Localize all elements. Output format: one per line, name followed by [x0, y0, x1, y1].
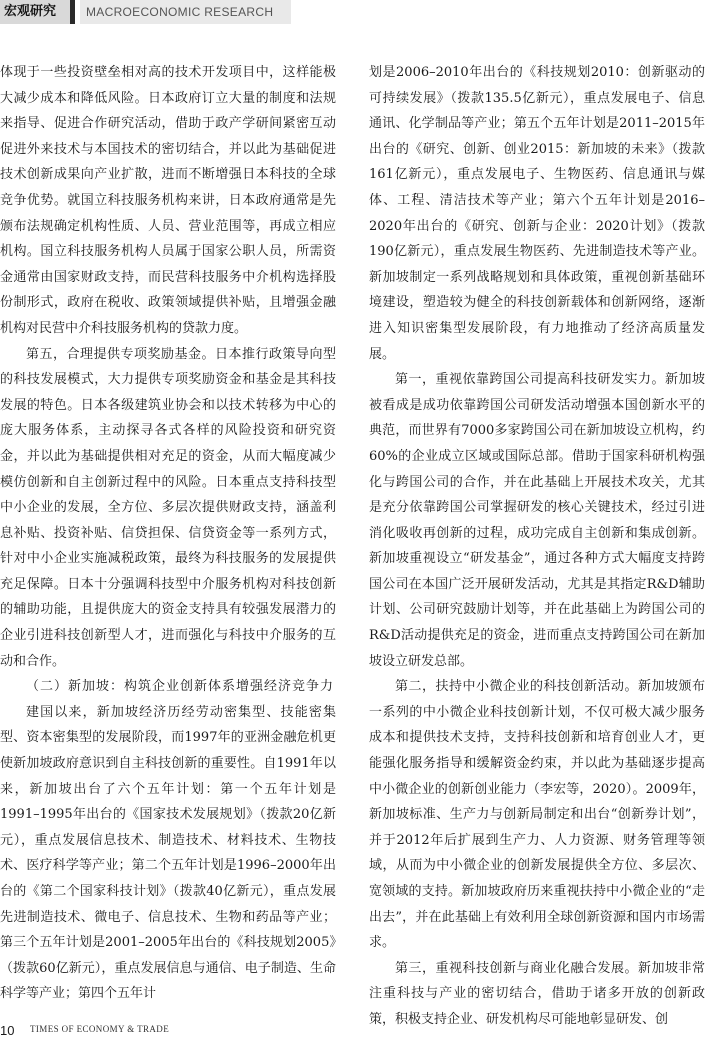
page-number: 10: [0, 1023, 15, 1038]
paragraph: 建国以来，新加坡经济历经劳动密集型、技能密集型、资本密集型的发展阶段，而1997年的亚洲金融危机更使新加坡政府意识到自主科技创新的重要性。自1991年以来，新加坡出台了六个五年计划：第一个五年计划是1991–1995年出台的《国家技术发展规划》（拨款20亿新元），重点发展信息技术、制造技术、材料技术、生物技术、医疗科学等产业；第二个五年计划是1996–2000年出台的《第二个国家科技计划》（拨款40亿新元），重点发展先进制造技术、微电子、信息技术、生物和药品等产业；第三个五年计划是2001–2005年出台的《科技规划2005》（拨款60亿新元），重点发展信息与通信、电子制造、生命科学等产业；第四个五年计: [0, 704, 336, 1002]
paragraph: 第二，扶持中小微企业的科技创新活动。新加坡颁布一系列的中小微企业科技创新计划，不仅可极大减少服务成本和提供技术支持，支持科技创新和培育创业人才，更能强化服务指导和缓解资金约束，并以此为基础逐步提高中小微企业的创新创业能力（李宏等，2020）。2009年，新加坡标准、生产力与创新局制定和出台“创新券计划”，并于2012年后扩展到生产力、人力资源、财务管理等领域，从而为中小微企业的创新发展提供全方位、多层次、宽领域的支持。新加坡政府历来重视扶持中小微企业的“走出去”，并在此基础上有效利用全球创新资源和国内市场需求。: [369, 679, 705, 951]
section-title: MACROECONOMIC RESEARCH: [80, 0, 291, 24]
page-header: [0, 0, 705, 24]
paragraph: 体现于一些投资壁垒相对高的技术开发项目中，这样能极大减少成本和降低风险。日本政府订立大量的制度和法规来指导、促进合作研究活动，借助于政产学研间紧密互动促进外来技术与本国技术的密切结合，并以此为基础促进技术创新成果向产业扩散，进而不断增强日本科技的全球竞争优势。就国立科技服务机构来讲，日本政府通常是先颁布法规确定机构性质、人员、营业范围等，再成立相应机构。国立科技服务机构人员属于国家公职人员，所需资金通常由国家财政支持，而民营科技服务中介机构选择股份制形式，政府在税收、政策领域提供补贴，且增强金融机构对民营中介科技服务机构的贷款力度。: [0, 65, 336, 336]
header-divider: [70, 0, 75, 24]
journal-name: TIMES OF ECONOMY & TRADE: [30, 1024, 170, 1034]
left-column: [0, 60, 336, 1007]
paragraph: 第三，重视科技创新与商业化融合发展。新加坡非常注重科技与产业的密切结合，借助于诸多开放的创新政策，积极支持企业、研发机构尽可能地彰显研发、创: [369, 960, 705, 1027]
right-column: [369, 60, 705, 1033]
paragraph: 第一，重视依靠跨国公司提高科技研发实力。新加坡被看成是成功依靠跨国公司研发活动增强本国创新水平的典范，而世界有7000多家跨国公司在新加坡设立机构，约60%的企业成立区域或国际总部。借助于国家科研机构强化与跨国公司的合作，并在此基础上开展技术攻关，尤其是充分依靠跨国公司掌握研发的核心关键技术，经过引进消化吸收再创新的过程，成功完成自主创新和集成创新。新加坡重视设立“研发基金”，通过各种方式大幅度支持跨国公司在本国广泛开展研发活动，尤其是其指定R&D辅助计划、公司研究鼓励计划等，并在此基础上为跨国公司的R&D活动提供充足的资金，进而重点支持跨国公司在新加坡设立研发总部。: [369, 372, 705, 669]
section-heading: （二）新加坡：构筑企业创新体系增强经济竞争力: [26, 679, 335, 695]
paragraph: 第五，合理提供专项奖励基金。日本推行政策导向型的科技发展模式，大力提供专项奖励资金和基金是其科技发展的特色。日本各级建筑业协会和以技术转移为中心的庞大服务体系，主动探寻各式各样的风险投资和研究资金，并以此为基础提供相对充足的资金，从而大幅度减少模仿创新和自主创新过程中的风险。日本重点支持科技型中小企业的发展，全方位、多层次提供财政支持，涵盖利息补贴、投资补贴、信贷担保、信贷资金等一系列方式，针对中小企业实施减税政策，最终为科技服务的发展提供充足保障。日本十分强调科技型中介服务机构对科技创新的辅助功能，且提供庞大的资金支持具有较强发展潜力的企业引进科技创新型人才，进而强化与科技中介服务的互动和合作。: [0, 346, 336, 669]
section-tag: 宏观研究: [0, 0, 70, 24]
paragraph: 划是2006–2010年出台的《科技规划2010：创新驱动的可持续发展》（拨款135.5亿新元），重点发展电子、信息通讯、化学制品等产业；第五个五年计划是2011–2015年出台的《研究、创新、创业2015：新加坡的未来》（拨款161亿新元），重点发展电子、生物医药、信息通讯与媒体、工程、清洁技术等产业；第六个五年计划是2016–2020年出台的《研究、创新与企业：2020计划》（拨款190亿新元），重点发展生物医药、先进制造技术等产业。新加坡制定一系列战略规划和具体政策，重视创新基础环境建设，塑造较为健全的科技创新载体和创新网络，逐渐进入知识密集型发展阶段，有力地推动了经济高质量发展。: [369, 65, 705, 362]
